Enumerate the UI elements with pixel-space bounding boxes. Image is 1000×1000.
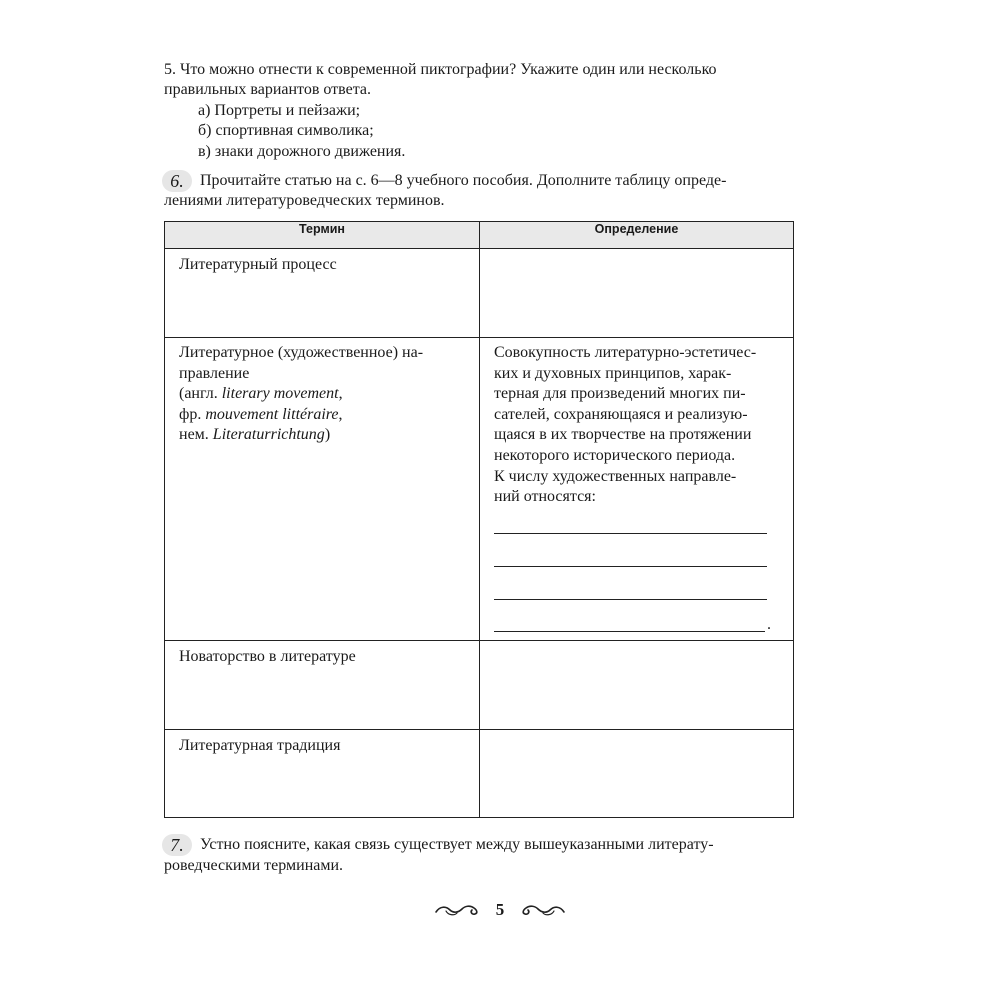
terms-table — [164, 221, 794, 818]
answer-blank-line[interactable] — [494, 571, 781, 604]
task6-text-line2: лениями литературоведческих терминов. — [164, 192, 445, 209]
term-french-line: фр. mouvement littéraire, — [179, 405, 343, 423]
answer-blank-line[interactable] — [494, 604, 781, 636]
definition-cell-empty[interactable] — [480, 640, 794, 729]
table-row — [165, 729, 794, 817]
header-definition: Определение — [480, 222, 794, 249]
table-header-row — [165, 222, 794, 249]
task5-option-b: б) спортивная символика; — [198, 122, 374, 139]
task7-number-badge: 7. — [162, 834, 192, 856]
term-literary-process: Литературный процесс — [179, 256, 337, 273]
table-row — [165, 640, 794, 729]
term-cell — [165, 338, 480, 641]
task7-text-line2: роведческими терминами. — [164, 857, 344, 874]
task6-number-badge: 6. — [162, 170, 192, 192]
table-row — [165, 338, 794, 641]
task5-question-line1: 5. Что можно отнести к современной пиктографии? Укажите один или несколько — [164, 61, 717, 78]
page-number: 5 — [495, 900, 505, 919]
definition-cell — [480, 338, 794, 641]
definition-line: ний относятся: — [494, 488, 596, 506]
term-english-line: (англ. literary movement, — [179, 385, 343, 403]
answer-blank-line[interactable] — [494, 538, 781, 571]
definition-line: сателей, сохраняющаяся и реализую- — [494, 405, 748, 423]
definition-line: Совокупность литературно-эстетичес- — [494, 344, 757, 361]
term-cell — [165, 249, 480, 338]
header-term: Термин — [165, 222, 480, 249]
definition-line: К числу художественных направле- — [494, 467, 737, 485]
term-innovation: Новаторство в литературе — [179, 647, 356, 665]
definition-line: терная для произведений многих пи- — [494, 385, 746, 403]
term-tradition: Литературная традиция — [179, 736, 341, 754]
page-footer — [0, 900, 1000, 920]
flourish-left-icon — [434, 901, 482, 919]
definition-line: щаяся в их творчестве на протяжении — [494, 426, 752, 444]
term-german: Literaturrichtung — [212, 426, 325, 444]
definition-line: некоторого исторического периода. — [494, 446, 736, 464]
task5-option-c: в) знаки дорожного движения. — [198, 143, 406, 160]
term-cell — [165, 640, 480, 729]
task5-option-a: а) Портреты и пейзажи; — [198, 102, 361, 119]
term-french: mouvement littéraire — [205, 405, 339, 423]
definition-cell-empty[interactable] — [480, 729, 794, 817]
task7-text-line1: Устно поясните, какая связь существует между вышеуказанными литерату- — [200, 836, 714, 853]
task5-question-line2: правильных вариантов ответа. — [164, 81, 372, 98]
term-german-line: нем. Literaturrichtung) — [179, 426, 331, 444]
definition-cell-empty[interactable] — [480, 249, 794, 338]
term-literary-movement-line2: правление — [179, 364, 250, 382]
term-literary-movement-line1: Литературное (художественное) на- — [179, 344, 424, 361]
table-row — [165, 249, 794, 338]
answer-blank-line[interactable] — [494, 508, 781, 538]
end-period: . — [767, 616, 771, 634]
term-english: literary movement — [221, 385, 339, 403]
term-cell — [165, 729, 480, 817]
flourish-right-icon — [518, 901, 566, 919]
task6-text-line1: Прочитайте статью на с. 6—8 учебного пособия. Дополните таблицу опреде- — [200, 172, 727, 189]
definition-line: ких и духовных принципов, харак- — [494, 364, 732, 382]
